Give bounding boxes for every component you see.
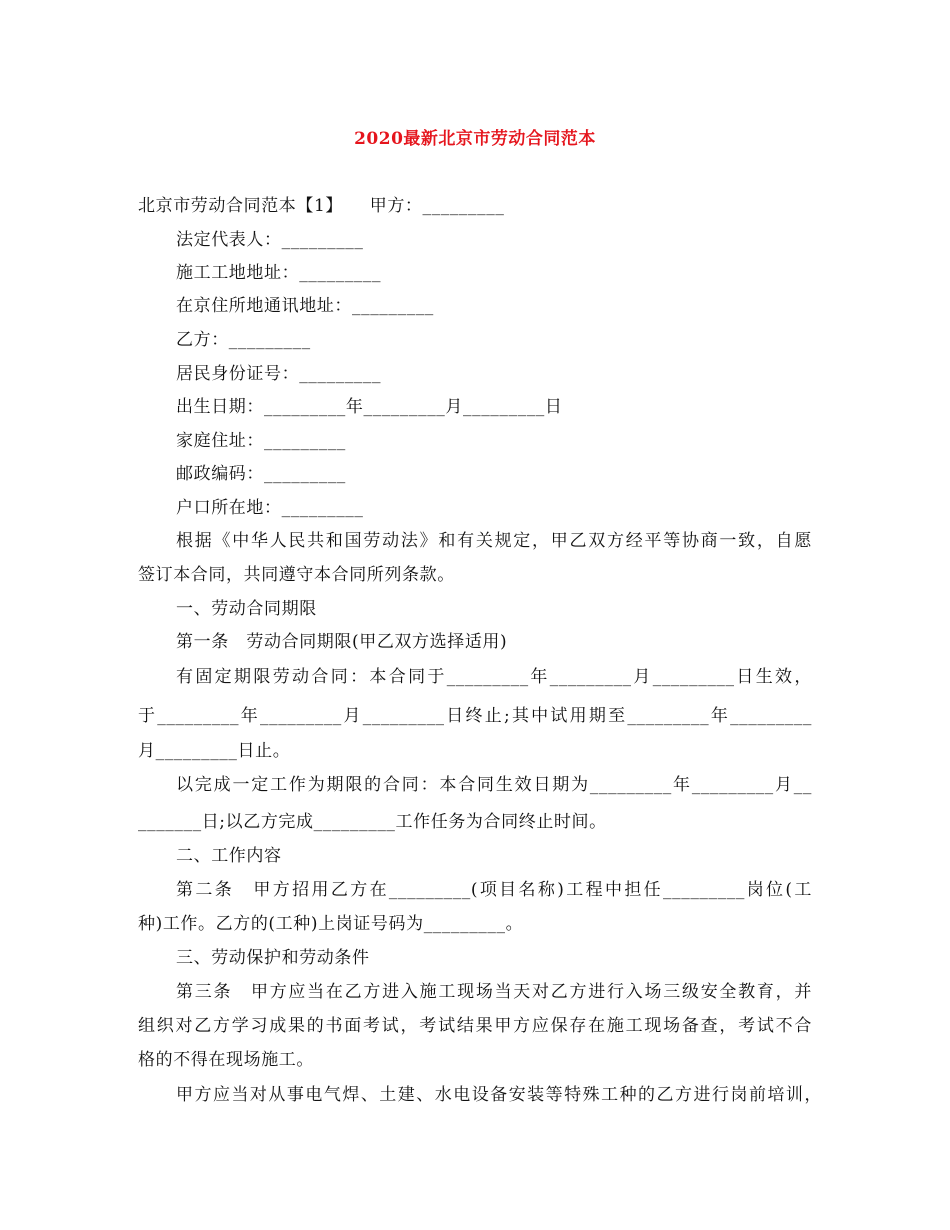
section-heading-contract-term: 一、劳动合同期限 — [176, 599, 317, 619]
section-heading-work-content: 二、工作内容 — [176, 846, 282, 866]
field-party-b: 乙方：_________ — [176, 330, 311, 350]
field-household-registration: 户口所在地：_________ — [176, 498, 364, 518]
article-3-line-1: 第三条 甲方应当在乙方进入施工现场当天对乙方进行入场三级安全教育，并 — [176, 982, 812, 1002]
fixed-term-line-3: 月_________日止。 — [138, 741, 291, 761]
article-3-line-2: 组织对乙方学习成果的书面考试，考试结果甲方应保存在施工现场备查，考试不合 — [138, 1016, 812, 1036]
paragraph-intro-line-1: 根据《中华人民共和国劳动法》和有关规定，甲乙双方经平等协商一致，自愿 — [176, 531, 812, 551]
article-1-heading: 第一条 劳动合同期限(甲乙双方选择适用) — [176, 632, 508, 652]
field-birth-date: 出生日期：_________年_________月_________日 — [176, 397, 563, 417]
field-home-address: 家庭住址：_________ — [176, 431, 346, 451]
article-2-line-1: 第二条 甲方招用乙方在_________(项目名称)工程中担任_________岗位(工 — [176, 880, 812, 900]
task-term-line-2: _______日;以乙方完成_________工作任务为合同终止时间。 — [138, 812, 607, 832]
article-2-line-2: 种)工作。乙方的(工种)上岗证号码为_________。 — [138, 914, 524, 934]
task-term-line-1: 以完成一定工作为期限的合同：本合同生效日期为_________年_________月__ — [176, 775, 812, 795]
field-legal-representative: 法定代表人：_________ — [176, 230, 364, 250]
article-3-line-3: 格的不得在现场施工。 — [138, 1050, 314, 1070]
fixed-term-line-1: 有固定期限劳动合同：本合同于_________年_________月_________日生效， — [176, 667, 812, 687]
section-heading-labor-protection: 三、劳动保护和劳动条件 — [176, 948, 370, 968]
field-id-number: 居民身份证号：_________ — [176, 364, 382, 384]
field-postal-code: 邮政编码：_________ — [176, 464, 346, 484]
field-beijing-address: 在京住所地通讯地址：_________ — [176, 296, 434, 316]
document-title: 2020最新北京市劳动合同范本 — [354, 129, 596, 149]
contract-heading-party-a: 北京市劳动合同范本【1】 甲方：_________ — [138, 196, 505, 216]
field-site-address: 施工工地地址：_________ — [176, 263, 382, 283]
paragraph-intro-line-2: 签订本合同，共同遵守本合同所列条款。 — [138, 565, 455, 585]
special-trades-line-1: 甲方应当对从事电气焊、土建、水电设备安装等特殊工种的乙方进行岗前培训， — [176, 1085, 822, 1105]
fixed-term-line-2: 于_________年_________月_________日终止;其中试用期至_________年_________ — [138, 706, 812, 726]
